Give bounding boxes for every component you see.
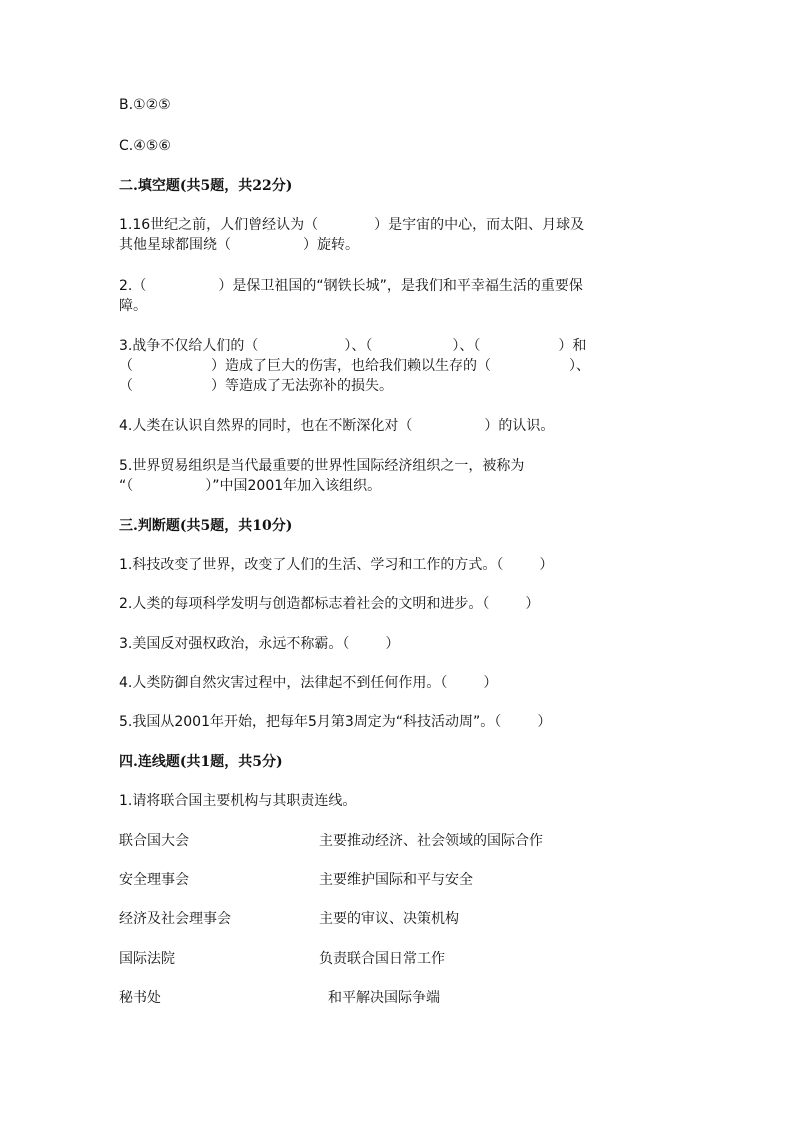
fill-q3-line1: 3.战争不仅给人们的（ ）、（ ）、（ ）和 [119,338,587,354]
judge-q2: 2.人类的每项科学发明与创造都标志着社会的文明和进步。（ ） [119,596,540,612]
match-right-item: 负责联合国日常工作 [319,951,445,967]
judge-q4: 4.人类防御自然灾害过程中，法律起不到任何作用。（ ） [119,675,498,691]
fill-q3-line2: （ ）造成了巨大的伤害，也给我们赖以生存的（ ）、 [119,358,590,374]
match-left-item: 联合国大会 [119,833,189,849]
match-right-item: 主要维护国际和平与安全 [319,872,473,888]
fill-q5-line1: 5.世界贸易组织是当代最重要的世界性国际经济组织之一，被称为 [119,458,525,474]
match-right-item: 主要的审议、决策机构 [319,911,459,927]
match-left-item: 安全理事会 [119,872,189,888]
match-right-item: 和平解决国际争端 [328,990,440,1006]
judge-q5: 5.我国从2001年开始，把每年5月第3周定为“科技活动周”。（ ） [119,714,552,730]
judge-q1: 1.科技改变了世界，改变了人们的生活、学习和工作的方式。（ ） [119,557,554,573]
judge-q3: 3.美国反对强权政治，永远不称霸。（ ） [119,636,400,652]
match-left-item: 经济及社会理事会 [119,911,231,927]
option-c: C.④⑤⑥ [119,138,171,154]
fill-q4: 4.人类在认识自然界的同时，也在不断深化对（ ）的认识。 [119,418,555,434]
fill-q3-line3: （ ）等造成了无法弥补的损失。 [119,378,393,394]
section3-heading: 三.判断题(共5题，共10分) [119,518,293,534]
section4-heading: 四.连线题(共1题，共5分) [119,754,283,770]
match-right-item: 主要推动经济、社会领域的国际合作 [319,833,543,849]
fill-q2-line2: 障。 [119,298,147,314]
section2-heading: 二.填空题(共5题，共22分) [119,178,293,194]
fill-q2-line1: 2.（ ）是保卫祖国的“钢铁长城”，是我们和平幸福生活的重要保 [119,278,583,294]
option-b: B.①②⑤ [119,97,171,113]
match-left-item: 秘书处 [119,990,161,1006]
fill-q1-line1: 1.16世纪之前，人们曾经认为（ ）是宇宙的中心，而太阳、月球及 [119,217,585,233]
fill-q1-line2: 其他星球都围绕（ ）旋转。 [119,237,359,253]
match-instruction: 1.请将联合国主要机构与其职责连线。 [119,793,357,809]
match-left-item: 国际法院 [119,951,175,967]
fill-q5-line2: “（ ）”中国2001年加入该组织。 [119,478,382,494]
